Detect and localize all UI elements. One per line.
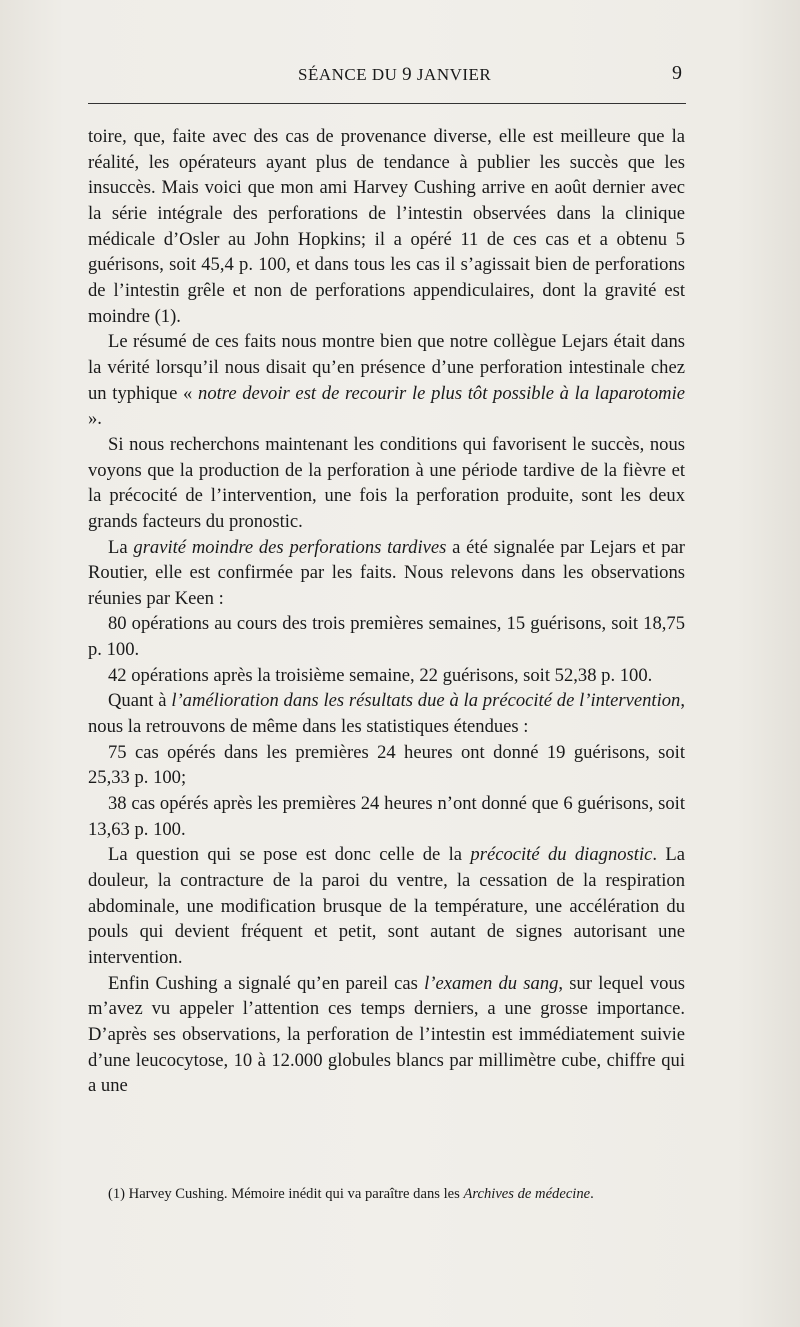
paragraph-11-end: , sur lequel vous m’avez vu appeler l’attention ces temps derniers, a une grosse importance. D’après ses observations, la perforation de l’intestin est immédiatement suivie d’une leucocytose, 10 à 12.000 globules blancs par millimètre cube, chiffre qui a une [88, 972, 685, 1097]
paragraph-2 [88, 329, 685, 432]
paragraph-7-end: , nous la retrouvons de même dans les statistiques étendues : [88, 690, 685, 738]
running-title [298, 64, 491, 86]
footnote-text: (1) Harvey Cushing. Mémoire inédit qui va paraître dans les [108, 1186, 464, 1202]
paragraph-2-end: ». [88, 408, 102, 430]
paragraph-2-text: Le résumé de ces faits nous montre bien que notre collègue Lejars était dans la vérité lorsqu’il nous disait qu’en présence d’une perforation intestinale chez un typhique « [88, 331, 685, 404]
paragraph-4-italic: gravité moindre des perforations tardives [133, 536, 447, 558]
body-text [88, 124, 685, 1099]
paragraph-10-end: . La douleur, la contracture de la paroi du ventre, la cessation de la respiration abdominale, une modification brusque de la température, une accélération du pouls qui devient fréquent et petit, sont autant de signes autorisant une intervention. [88, 844, 685, 968]
paragraph-4-end: a été signalée par Lejars et par Routier, elle est confirmée par les faits. Nous relevons dans les observations réunies par Keen : [88, 536, 685, 609]
paragraph-11 [88, 971, 685, 1099]
paragraph-10-italic: précocité du diagnostic [470, 844, 653, 866]
paragraph-6: 42 opérations après la troisième semaine, 22 guérisons, soit 52,38 p. 100. [108, 664, 653, 686]
paragraph-4-text: La [108, 536, 134, 558]
running-title-number: 9 [402, 64, 413, 85]
paragraph-2-italic: notre devoir est de recourir le plus tôt possible à la laparotomie [198, 382, 686, 404]
footnote-italic: Archives de médecine [463, 1186, 591, 1202]
paragraph-10-text: La question qui se pose est donc celle de la [108, 844, 471, 866]
paragraph-4 [88, 535, 685, 612]
paragraph-9: 38 cas opérés après les premières 24 heures n’ont donné que 6 guérisons, soit 13,63 p. 100. [88, 793, 685, 840]
paragraph-7-italic: l’amélioration dans les résultats due à la précocité de l’intervention [171, 690, 681, 712]
page-header [88, 64, 686, 90]
page-number: 9 [672, 62, 682, 84]
paragraph-7-text: Quant à [108, 690, 172, 712]
footnote-1 [88, 1184, 685, 1204]
paragraph-1: toire, que, faite avec des cas de provenance diverse, elle est meilleure que la réalité, les opérateurs ayant plus de tendance à publier les succès que les insuccès. Mais voici que mon ami Harvey Cushing arrive en août dernier avec la série intégrale des perforations de l’intestin observées dans la clinique médicale d’Osler au John Hopkins; il a opéré 11 de ces cas et a obtenu 5 guérisons, soit 45,4 p. 100, et dans tous les cas il s’agissait bien de perforations de l’intestin grêle et non de perforations appendiculaires, dont la gravité est moindre (1). [88, 126, 685, 327]
paragraph-10 [88, 842, 685, 970]
paragraph-11-text: Enfin Cushing a signalé qu’en pareil cas [108, 972, 425, 994]
footnote [88, 1184, 685, 1204]
footnote-end: . [590, 1186, 594, 1202]
paragraph-11-italic: l’examen du sang [424, 972, 559, 994]
paragraph-5: 80 opérations au cours des trois premières semaines, 15 guérisons, soit 18,75 p. 100. [88, 613, 685, 661]
paragraph-8: 75 cas opérés dans les premières 24 heures ont donné 19 guérisons, soit 25,33 p. 100; [88, 741, 685, 789]
running-title-before: SÉANCE DU [298, 65, 398, 84]
paragraph-3: Si nous recherchons maintenant les conditions qui favorisent le succès, nous voyons que la production de la perforation à une période tardive de la fièvre et la précocité de l’intervention, une fois la perforation produite, sont les deux grands facteurs du pronostic. [88, 433, 685, 532]
running-title-after: JANVIER [416, 65, 492, 84]
header-rule [88, 103, 686, 104]
paragraph-7 [88, 688, 685, 739]
